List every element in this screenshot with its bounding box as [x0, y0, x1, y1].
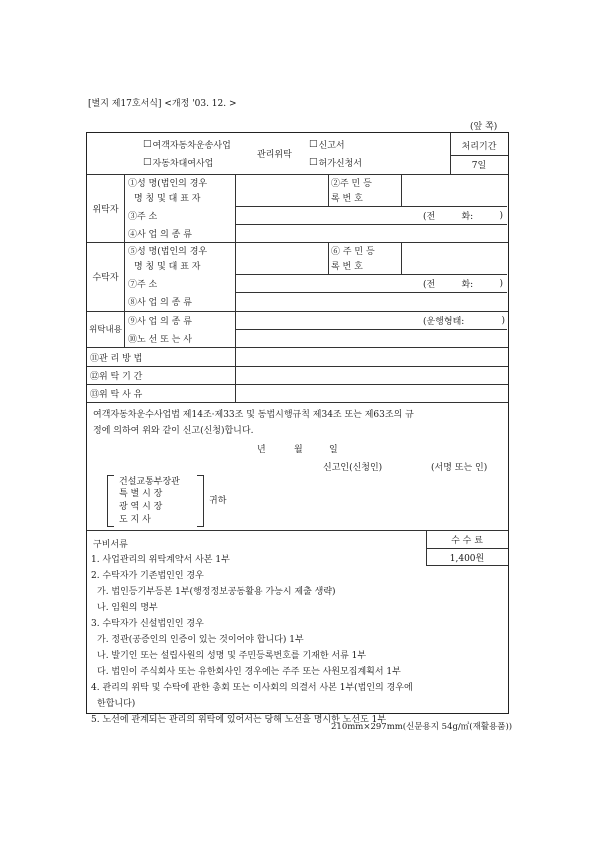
management-method-field[interactable]: [237, 348, 505, 366]
recipient-suffix: 귀하: [209, 496, 227, 506]
date-day: 일: [329, 445, 338, 455]
consignee-name-label-2: 명 칭 및 대 표 자: [134, 262, 201, 272]
consignee-reg-field[interactable]: [403, 244, 507, 273]
consignee-name-label: ⑤성 명(법인의 경우: [128, 247, 208, 257]
consignor-name-label-2: 명 칭 및 대 표 자: [134, 194, 201, 204]
doc-item: 4. 관리의 위탁 및 수탁에 관한 총회 또는 이사회의 의결서 사본 1부(법인의 경우에: [91, 683, 413, 693]
option-label: □ 신고서: [318, 140, 345, 151]
label-text: ⑦주 소: [128, 280, 158, 290]
rule: [87, 402, 508, 403]
consignee-phone[interactable]: [423, 275, 503, 292]
consignment-reason-label: ⑬위 탁 사 유: [90, 389, 143, 400]
rule: [328, 174, 329, 206]
doc-item: 나. 발기인 또는 설립사원의 성명 및 주민등록번호를 기재한 서류 1부: [97, 651, 367, 661]
consignor-label: 위탁자: [92, 204, 119, 215]
doc-item: 한합니다): [97, 699, 136, 709]
checkbox-passenger-transport[interactable]: [143, 137, 231, 151]
required-docs-title: 구비서류: [93, 540, 128, 550]
consignee-reg-label: ⑥ 주 민 등: [331, 247, 375, 257]
consignor-reg-label: ②주 민 등: [331, 179, 372, 189]
consignee-name-field[interactable]: [237, 244, 328, 273]
consignor-address-field[interactable]: [237, 207, 417, 224]
statement-line-1: 여객자동차운수사업법 제14조·제33조 및 동법시행규칙 제34조 또는 제63조의 규: [93, 410, 414, 420]
consignor-name-field[interactable]: [237, 176, 328, 205]
phone-open: (전: [423, 212, 436, 222]
consignor-reg-field[interactable]: [403, 176, 507, 205]
consignor-business-field[interactable]: [237, 225, 505, 242]
doc-item: 5. 노선에 관계되는 관리의 위탁에 있어서는 당해 노선을 명시한 노선도 1부: [91, 715, 387, 725]
recipient-metro-city: 광 역 시 장: [119, 502, 163, 512]
phone-close: ): [499, 210, 503, 221]
application-form: [86, 132, 509, 725]
doc-item: 다. 법인이 주식회사 또는 유한회사인 경우에는 주주 또는 사원모집계획서 1부: [97, 667, 401, 677]
rule: [401, 242, 402, 274]
consignee-reg-label-2: 록 번 호: [331, 262, 363, 272]
rule: [328, 242, 329, 274]
recipient-bracket-right: [197, 475, 204, 527]
page-side-label: (앞 쪽): [470, 122, 498, 132]
checkbox-permit-application[interactable]: [309, 155, 362, 169]
recipient-special-city: 특 별 시 장: [119, 489, 163, 499]
rule: [401, 174, 402, 206]
consignment-period-label: ⑫위 탁 기 간: [90, 371, 143, 382]
management-consignment-title: 관리위탁: [257, 149, 292, 160]
operation-type-label: (운행형태:: [423, 317, 465, 327]
phone-label: 화:: [461, 212, 474, 222]
operation-type-close: ): [501, 315, 505, 326]
consignor-address-label: [128, 207, 231, 224]
checkbox-car-rental[interactable]: [143, 155, 213, 169]
consignment-content-label: 위탁내용: [89, 325, 122, 335]
consignee-address-label: [128, 275, 231, 292]
rule: [124, 174, 125, 348]
phone-open: (전: [423, 280, 436, 290]
consignee-label: 수탁자: [92, 273, 119, 283]
phone-label: 화:: [461, 280, 474, 290]
fee-label: 수 수 료: [451, 536, 483, 546]
consignment-reason-field[interactable]: [237, 384, 505, 402]
processing-period-label: 처리기간: [461, 141, 497, 152]
consignor-name-label: ①성 명(법인의 경우: [128, 179, 208, 189]
consignee-business-field[interactable]: [237, 293, 505, 310]
doc-item: 2. 수탁자가 기존법인인 경우: [91, 571, 204, 581]
doc-item: 1. 사업관리의 위탁계약서 사본 1부: [91, 555, 230, 565]
signature-label: (서명 또는 인): [431, 463, 488, 473]
consignor-phone[interactable]: [423, 207, 503, 224]
form-title: [별지 제17호서식] <개정 '03. 12. >: [88, 99, 237, 109]
consignee-address-field[interactable]: [237, 275, 417, 292]
date-month: 월: [294, 445, 303, 455]
statement-line-2: 정에 의하여 위와 같이 신고(신청)합니다.: [93, 426, 254, 436]
doc-item: 나. 임원의 명부: [97, 603, 158, 613]
option-label: □ 여객자동차운송사업: [152, 140, 231, 151]
management-method-label: ⑪관 리 방 법: [90, 353, 143, 364]
recipient-bracket-left: [107, 475, 114, 527]
rule: [426, 565, 508, 566]
consignee-business-label: ⑧사 업 의 종 류: [128, 298, 192, 308]
operation-type[interactable]: [423, 312, 505, 329]
checkbox-report[interactable]: [309, 137, 345, 151]
date-year: 년: [257, 445, 266, 455]
consignor-business-label: ④사 업 의 종 류: [128, 230, 192, 240]
processing-period-value: 7일: [471, 161, 487, 171]
phone-close: ): [499, 278, 503, 289]
consignment-period-field[interactable]: [237, 366, 505, 384]
option-label: □ 허가신청서: [318, 158, 362, 169]
fee-value: 1,400원: [449, 553, 485, 564]
label-text: ③주 소: [128, 212, 158, 222]
rule: [235, 174, 236, 402]
content-route-field[interactable]: [237, 330, 505, 347]
paper-spec: 210mm×297mm(신문용지 54g/㎡(재활용품)): [331, 722, 513, 732]
option-label: □ 자동차대여사업: [152, 158, 214, 169]
doc-item: 3. 수탁자가 신설법인인 경우: [91, 619, 204, 629]
doc-item: 가. 정관(공증인의 인증이 있는 것이어야 합니다) 1부: [97, 635, 304, 645]
recipient-minister: 건설교통부장관: [119, 477, 180, 487]
content-business-label: ⑨사 업 의 종 류: [128, 317, 192, 327]
applicant-label: 신고인(신청인): [323, 463, 383, 473]
content-route-label: ⑩노 선 또 는 사: [128, 335, 192, 345]
consignor-reg-label-2: 록 번 호: [331, 194, 363, 204]
recipient-province: 도 지 사: [119, 515, 151, 525]
doc-item: 가. 법인등기부등본 1부(행정정보공동활용 가능시 제출 생략): [97, 587, 336, 597]
